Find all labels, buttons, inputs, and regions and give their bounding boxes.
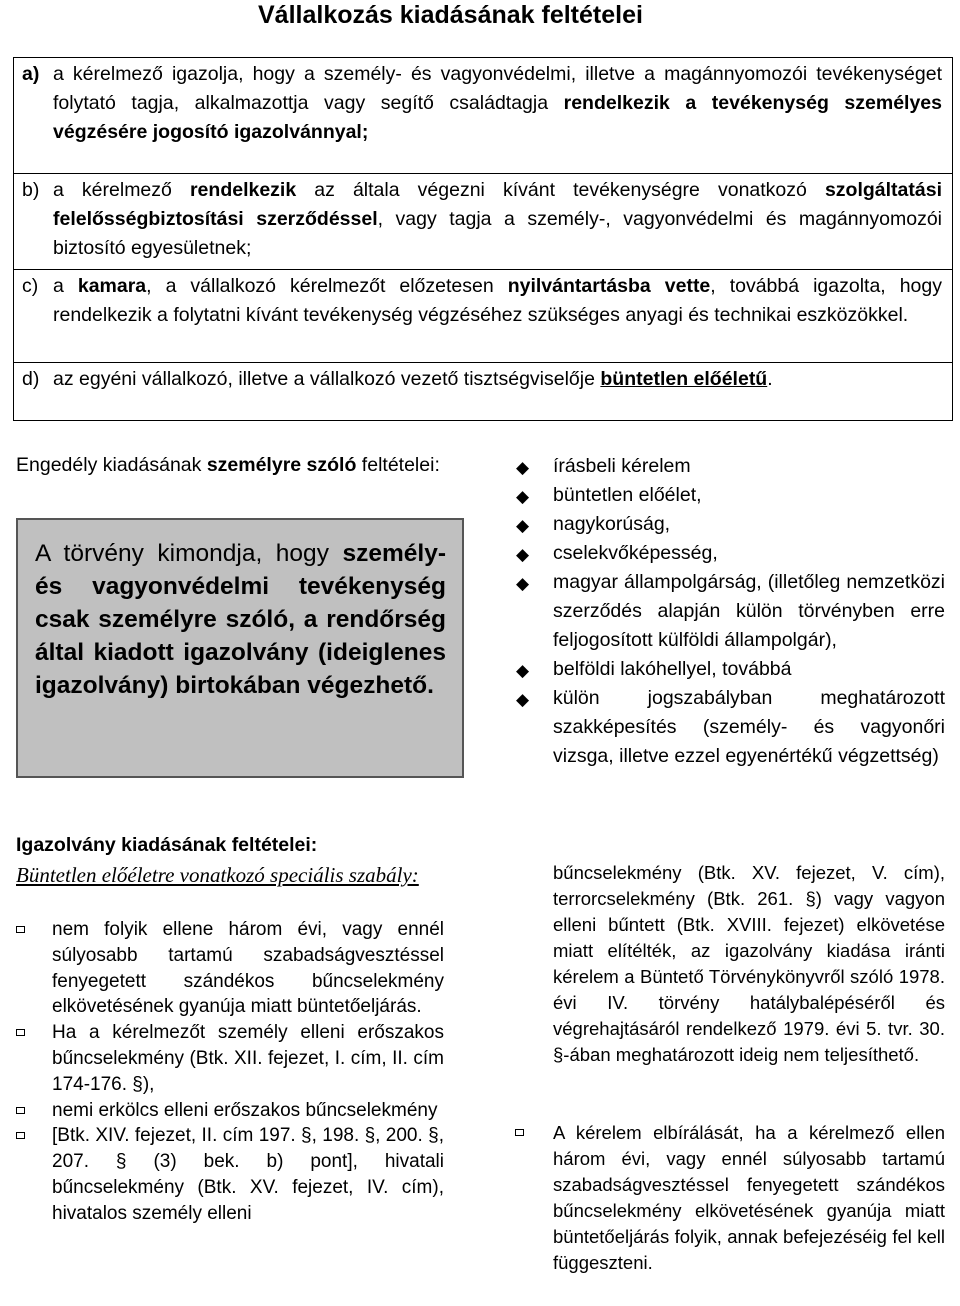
right-square-list xyxy=(515,1120,945,1276)
text-run: a xyxy=(53,275,78,297)
list-item: ◆ magyar állampolgárság, (illetőleg nemzetközi szerződés alapján külön törvényben erre feljogosított külföldi állampolgár), xyxy=(516,571,945,651)
text-run: nyilvántartásba vette xyxy=(507,275,711,297)
text-run: az egyéni vállalkozó, illetve a vállalkozó vezető tisztségviselője xyxy=(53,368,601,390)
square-bullet-icon xyxy=(16,1132,25,1139)
condition-d xyxy=(14,362,952,420)
condition-label: a) xyxy=(22,63,40,85)
list-item: ◆ belföldi lakóhellyel, továbbá xyxy=(516,658,792,680)
condition-label: b) xyxy=(22,179,40,201)
list-item: A kérelem elbírálását, ha a kérelmező ellen három évi, vagy ennél súlyosabb tartamú szabadságvesztéssel fenyegetett szándékos bűncselekmény elkövetésének gyanúja miatt büntetőeljárás folyik, annak befejezéséig fel kell függeszteni. xyxy=(515,1120,945,1276)
text-run: az általa végezni kívánt tevékenységre vonatkozó xyxy=(296,179,825,201)
id-heading: Igazolvány kiadásának feltételei: xyxy=(16,834,318,856)
law-callout-box: A törvény kimondja, hogy személy- és vagyonvédelmi tevékenység csak személyre szóló, a rendőrség által kiadott igazolvány (ideiglenes igazolvány) birtokában végezhető. xyxy=(16,518,464,778)
text-run: büntetlen előéletű xyxy=(600,368,768,390)
square-bullet-icon xyxy=(16,926,25,933)
condition-a xyxy=(14,58,952,173)
condition-text xyxy=(53,60,942,147)
text-run: kamara xyxy=(77,275,147,297)
text-run: . xyxy=(767,368,773,390)
permit-intro: Engedély kiadásának személyre szóló feltételei: xyxy=(16,454,440,476)
list-item: [Btk. XIV. fejezet, II. cím 197. §, 198. §, 200. §, 207. § (3) bek. b) pont], hivatali bűncselekmény (Btk. XV. fejezet, IV. cím), hivatalos személy elleni xyxy=(16,1123,444,1226)
requirements-list xyxy=(515,452,945,771)
text-run: a kérelmező xyxy=(53,179,190,201)
condition-c xyxy=(14,270,952,362)
square-bullet-icon xyxy=(16,1029,25,1036)
diamond-bullet-icon: ◆ xyxy=(516,574,530,593)
text-run: rendelkezik xyxy=(189,179,297,201)
list-item: ◆ írásbeli kérelem xyxy=(516,455,691,477)
left-square-list xyxy=(16,917,444,1227)
diamond-bullet-icon: ◆ xyxy=(516,661,530,680)
text-run: a kérelmező igazolja, hogy a személy- és vagyonvédelmi, illetve a magánnyomozói tevékenységet folytató tagja, alkalmazottja vagy segítő családtagja xyxy=(53,63,942,114)
condition-text xyxy=(53,176,942,263)
list-item: ◆ cselekvőképesség, xyxy=(516,542,718,564)
text-run: , vagy tagja a személy-, vagyonvédelmi és magánnyomozói biztosító egyesületnek; xyxy=(53,208,942,259)
condition-label: d) xyxy=(22,368,40,390)
list-item: nem folyik ellene három évi, vagy ennél súlyosabb tartamú szabadságvesztéssel fenyegetett szándékos bűncselekmény elkövetésének gyanúja miatt büntetőeljárás. xyxy=(16,917,444,1020)
list-item: ◆ nagykorúság, xyxy=(516,513,671,535)
diamond-bullet-icon: ◆ xyxy=(516,690,530,709)
page-title: Vállalkozás kiadásának feltételei xyxy=(258,1,643,29)
list-item: ◆ büntetlen előélet, xyxy=(516,484,702,506)
square-bullet-icon xyxy=(16,1107,25,1114)
text-run: rendelkezik a tevékenység személyes végzésére jogosító igazolvánnyal; xyxy=(53,92,942,143)
text-run: szolgáltatási felelősségbiztosítási szerződéssel xyxy=(53,179,942,230)
diamond-bullet-icon: ◆ xyxy=(516,487,530,506)
id-subheading: Büntetlen előéletre vonatkozó speciális szabály: xyxy=(16,863,419,887)
diamond-bullet-icon: ◆ xyxy=(516,545,530,564)
square-bullet-icon xyxy=(515,1129,524,1136)
right-paragraph: bűncselekmény (Btk. XV. fejezet, V. cím), terrorcselekmény (Btk. 261. §) vagy vagyon elleni bűntett (Btk. XVIII. fejezet) elkövetése miatt elítélték, az igazolvány kiadása iránti kérelem a Büntető Törvénykönyvről szóló 1978. évi IV. törvény hatálybalépéséről és végrehajtásáról rendelkező 1979. évi 5. tvr. 30. §-ában meghatározott ideig nem teljesíthető. xyxy=(553,862,945,1065)
list-item: Ha a kérelmezőt személy elleni erőszakos bűncselekmény (Btk. XII. fejezet, I. cím, II. cím 174-176. §), xyxy=(16,1020,444,1097)
text-run: , továbbá igazolta, hogy rendelkezik a folytatni kívánt tevékenység végzéséhez szükséges anyagi és technikai eszközökkel. xyxy=(53,275,942,326)
condition-label: c) xyxy=(22,275,39,297)
condition-text xyxy=(53,365,942,394)
diamond-bullet-icon: ◆ xyxy=(516,458,530,477)
conditions-box-lower xyxy=(13,269,953,421)
list-item: ◆ külön jogszabályban meghatározott szakképesítés (személy- és vagyonőri vizsga, illetve ezzel egyenértékű végzettség) xyxy=(516,687,945,767)
list-item: nemi erkölcs elleni erőszakos bűncselekmény xyxy=(16,1098,444,1124)
text-run: , a vállalkozó kérelmezőt előzetesen xyxy=(146,275,508,297)
condition-text xyxy=(53,272,942,330)
diamond-bullet-icon: ◆ xyxy=(516,516,530,535)
